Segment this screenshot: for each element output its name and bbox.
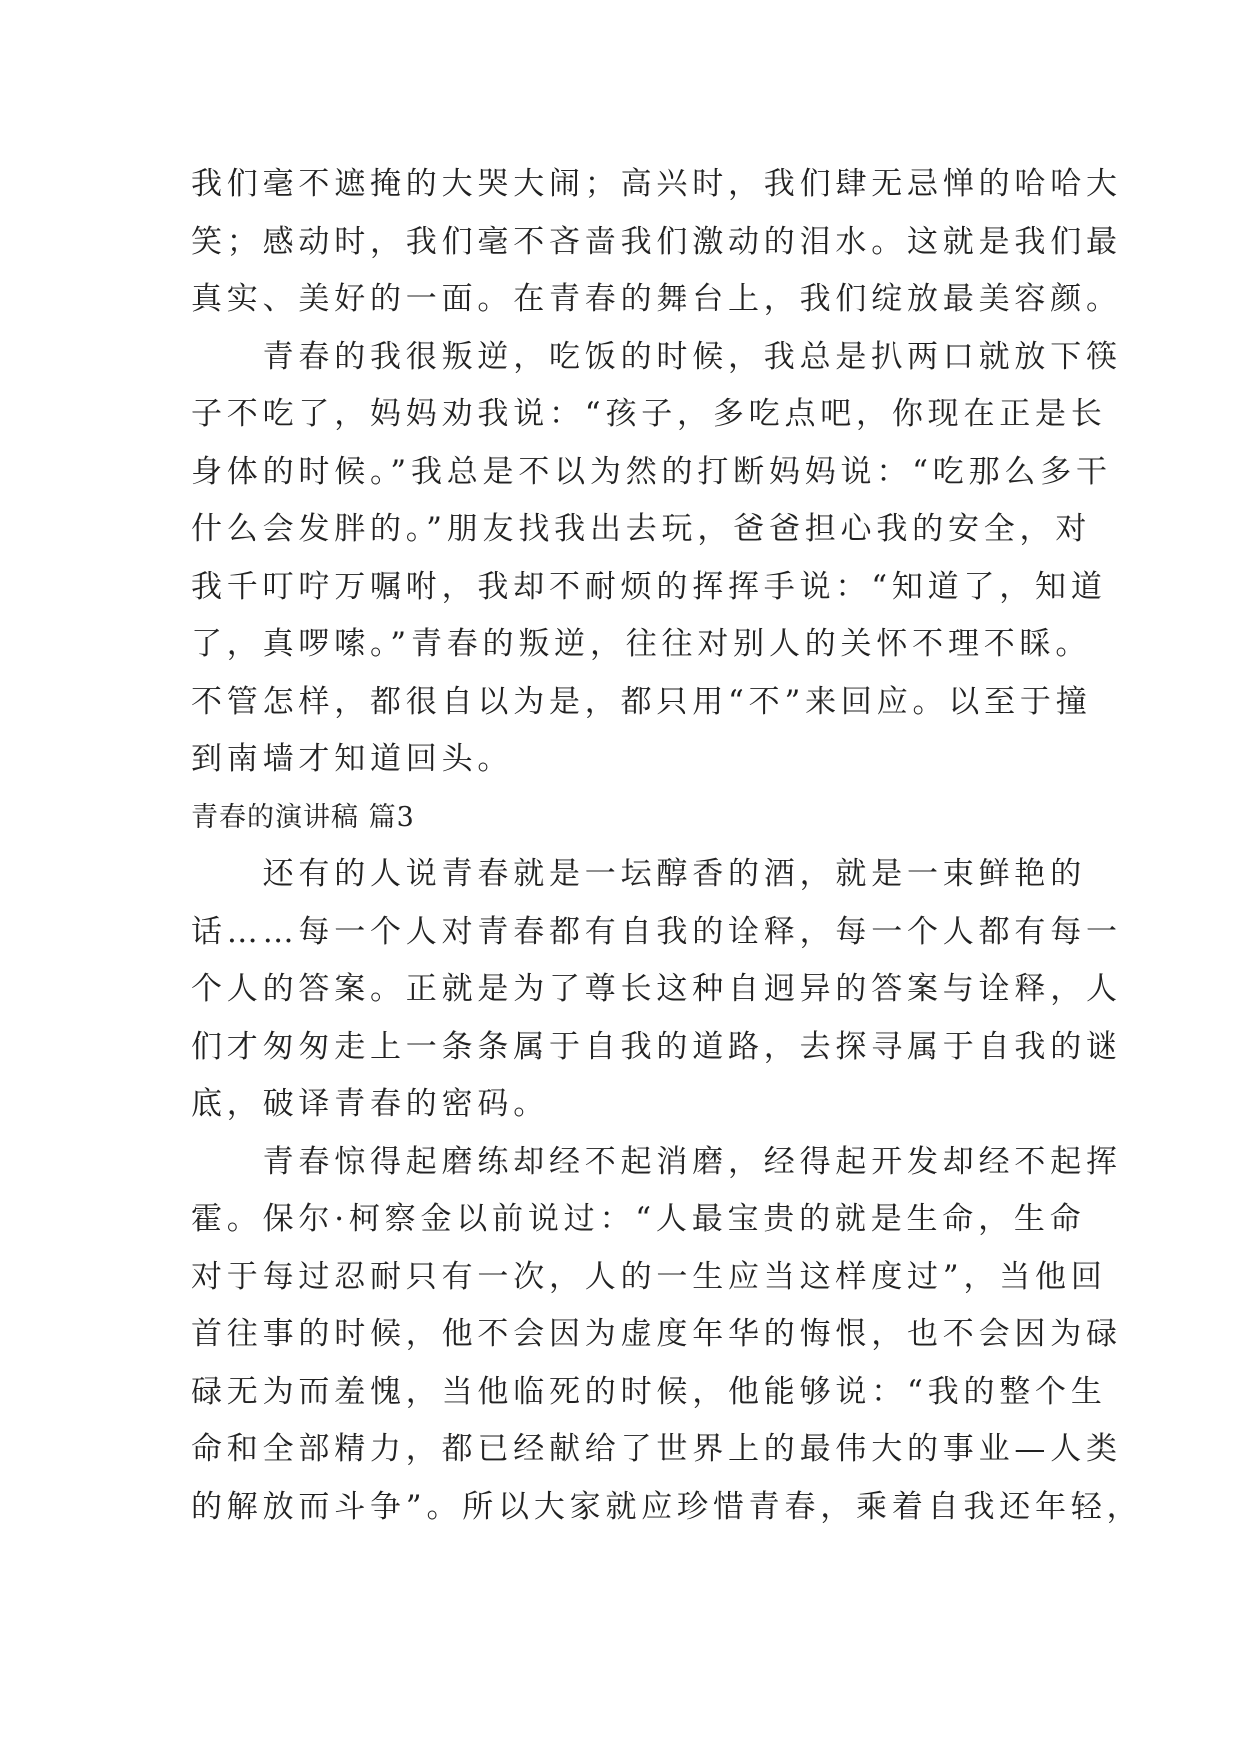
text-line: 们才匆匆走上一条条属于自我的道路，去探寻属于自我的谜 <box>191 1028 1122 1065</box>
text-line: 个人的答案。正就是为了尊长这种自迥异的答案与诠释，人 <box>191 971 1122 1007</box>
text-line: 青春的我很叛逆，吃饭的时候，我总是扒两口就放下筷 <box>191 338 1122 375</box>
text-line: 命和全部精力，都已经献给了世界上的最伟大的事业—人类 <box>191 1431 1122 1467</box>
text-line: 什么会发胖的。”朋友找我出去玩，爸爸担心我的安全，对 <box>191 511 1092 547</box>
text-line: 首往事的时候，他不会因为虚度年华的悔恨，也不会因为碌 <box>191 1316 1122 1352</box>
text-line: 子不吃了，妈妈劝我说：“孩子，多吃点吧，你现在正是长 <box>191 396 1107 432</box>
text-line: 对于每过忍耐只有一次，人的一生应当这样度过”，当他回 <box>191 1258 1107 1295</box>
text-line: 身体的时候。”我总是不以为然的打断妈妈说：“吃那么多干 <box>191 453 1112 490</box>
text-line: 了，真啰嗦。”青春的叛逆，往往对别人的关怀不理不睬。 <box>191 626 1092 662</box>
text-line: 我千叮咛万嘱咐，我却不耐烦的挥挥手说：“知道了，知道 <box>191 568 1107 605</box>
text-line: 真实、美好的一面。在青春的舞台上，我们绽放最美容颜。 <box>191 281 1122 317</box>
text-line: 碌无为而羞愧，当他临死的时候，他能够说：“我的整个生 <box>191 1373 1107 1410</box>
text-line: 霍。保尔·柯察金以前说过：“人最宝贵的就是生命，生命 <box>191 1201 1086 1237</box>
section-heading: 青春的演讲稿 篇3 <box>191 801 415 833</box>
text-line: 底，破译青春的密码。 <box>191 1086 549 1122</box>
text-line: 青春惊得起磨练却经不起消磨，经得起开发却经不起挥 <box>191 1143 1122 1180</box>
text-line: 我们毫不遮掩的大哭大闹；高兴时，我们肆无忌惮的哈哈大 <box>191 166 1122 202</box>
text-line: 话……每一个人对青春都有自我的诠释，每一个人都有每一 <box>191 913 1122 950</box>
text-line: 不管怎样，都很自以为是，都只用“不”来回应。以至于撞 <box>191 683 1092 720</box>
text-line: 的解放而斗争”。所以大家就应珍惜青春，乘着自我还年轻， <box>191 1488 1143 1525</box>
text-line: 还有的人说青春就是一坛醇香的酒，就是一束鲜艳的 <box>191 856 1086 892</box>
text-line: 到南墙才知道回头。 <box>191 741 514 777</box>
text-line: 笑；感动时，我们毫不吝啬我们激动的泪水。这就是我们最 <box>191 223 1122 260</box>
document-body <box>191 156 1143 1536</box>
